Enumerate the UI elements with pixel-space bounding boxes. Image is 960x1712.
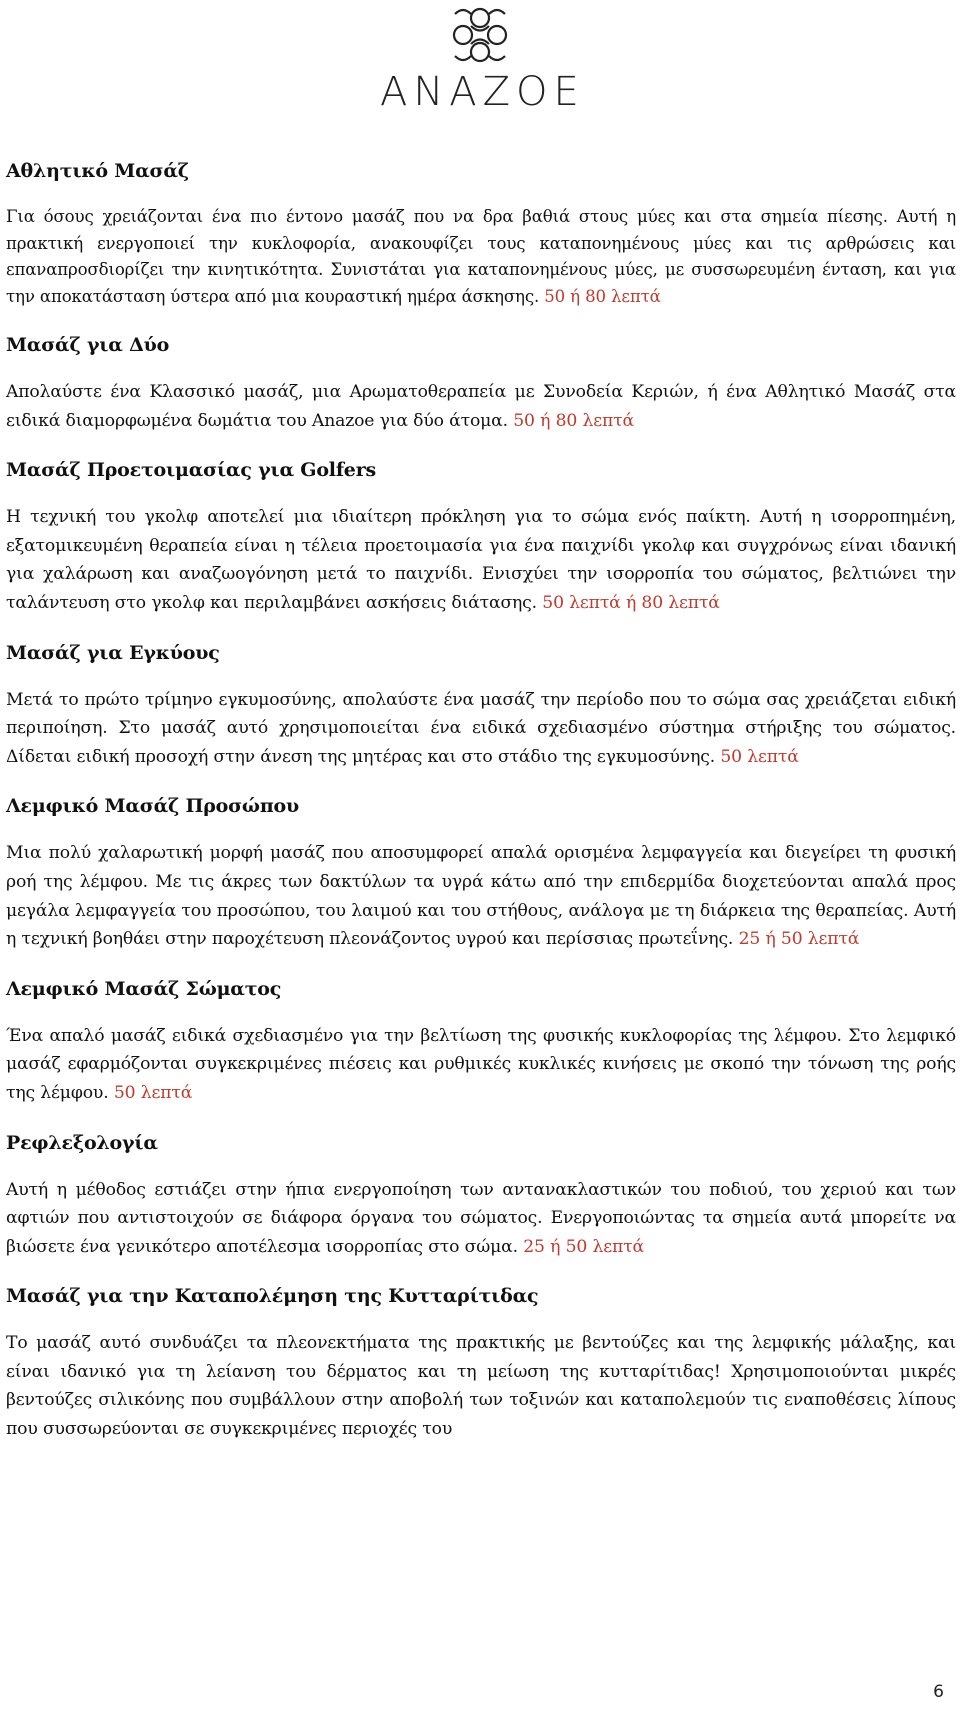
service-description bbox=[6, 839, 956, 953]
service-text: Μετά το πρώτο τρίμηνο εγκυμοσύνης, απολαύστε ένα μασάζ την περίοδο που το σώμα σας χρειάζεται ειδική περιποίηση. Στο μασάζ αυτό χρησιμοποιείται ένα ειδικά σχεδιασμένο σύστημα στήριξης του σώματος. Δίδεται ειδική προσοχή στην άνεση της μητέρας και στο στάδιο της εγκυμοσύνης. bbox=[6, 689, 956, 767]
service-description bbox=[6, 1176, 956, 1262]
service-text: Αυτή η μέθοδος εστιάζει στην ήπια ενεργοποίηση των αντανακλαστικών του ποδιού, του χεριού και των αφτιών που αντιστοιχούν σε διάφορα όργανα του σώματος. Ενεργοποιώντας τα σημεία αυτά μπορείτε να βιώσετε ένα γενικότερο αποτέλεσμα ισορροπίας στο σώμα. bbox=[6, 1179, 956, 1257]
service-duration: 50 λεπτά ή 80 λεπτά bbox=[542, 592, 720, 613]
service-description bbox=[6, 378, 956, 435]
service-section bbox=[6, 457, 956, 617]
brand-name: ANAZOE bbox=[380, 69, 585, 115]
service-description bbox=[6, 204, 956, 310]
service-duration: 25 ή 50 λεπτά bbox=[523, 1236, 644, 1257]
service-duration: 25 ή 50 λεπτά bbox=[738, 929, 860, 950]
service-title: Μασάζ για Δύο bbox=[6, 334, 170, 356]
service-section bbox=[6, 640, 956, 772]
service-text: Για όσους χρειάζονται ένα πιο έντονο μασάζ που να δρα βαθιά στους μύες και στα σημεία πίεσης. Αυτή η πρακτική ενεργοποιεί την κυκλοφορία, ανακουφίζει τους καταπονημένους μύες και τις αρθρώσεις και επαναπροσδιορίζει την κινητικότητα. Συνιστάται για καταπονημένους μύες, με συσσωρευμένη ένταση, και για την αποκατάσταση ύστερα από μια κουραστική ημέρα άσκησης. bbox=[6, 207, 956, 306]
service-section bbox=[6, 976, 956, 1108]
service-text: Η τεχνική του γκολφ αποτελεί μια ιδιαίτερη πρόκληση για το σώμα ενός παίκτη. Αυτή η ισορροπημένη, εξατομικευμένη θεραπεία είναι η τέλεια προετοιμασία για ένα παιχνίδι γκολφ και συγχρόνως είναι ιδανική για χαλάρωση και αναζωογόνηση μετά το παιχνίδι. Ενισχύει την ισορροπία του σώματος, βελτιώνει την ταλάντευση στο γκολφ και περιλαμβάνει ασκήσεις διάτασης. bbox=[6, 507, 956, 613]
service-section bbox=[6, 793, 956, 953]
service-title: Μασάζ για Εγκύους bbox=[6, 641, 220, 664]
service-title: Μασάζ Προετοιμασίας για Golfers bbox=[6, 459, 376, 482]
service-duration: 50 λεπτά bbox=[113, 1082, 193, 1103]
service-section bbox=[6, 1283, 956, 1443]
service-text: Μια πολύ χαλαρωτική μορφή μασάζ που αποσυμφορεί απαλά ορισμένα λεμφαγγεία και διεγείρει τη φυσική ροή της λέμφου. Με τις άκρες των δακτύλων τα υγρά κάτω από την επιδερμίδα διοχετεύονται απαλά προς μεγάλα λεμφαγγεία του προσώπου, του λαιμού και του στήθους, ανάλογα με τη διάρκεια της θεραπείας. Αυτή η τεχνική βοηθάει στην παροχέτευση πλεονάζοντος υγρού και περίσσιας πρωτεΐνης. bbox=[6, 843, 956, 950]
service-duration: 50 λεπτά bbox=[720, 746, 799, 767]
service-title: Μασάζ για την Καταπολέμηση της Κυτταρίτιδας bbox=[6, 1285, 539, 1308]
service-section bbox=[6, 1130, 956, 1262]
service-text: Απολαύστε ένα Κλασσικό μασάζ, μια Αρωματοθεραπεία με Συνοδεία Κεριών, ή ένα Αθλητικό Μασάζ στα ειδικά διαμορφωμένα δωμάτια του Anazoe για δύο άτομα. bbox=[6, 382, 956, 431]
service-title: Λεμφικό Μασάζ Προσώπου bbox=[6, 795, 299, 818]
service-title: Λεμφικό Μασάζ Σώματος bbox=[6, 977, 282, 1000]
service-title: Αθλητικό Μασάζ bbox=[6, 160, 189, 182]
service-text: Το μασάζ αυτό συνδυάζει τα πλεονεκτήματα της πρακτικής με βεντούζες και της λεμφικής μάλαξης, και είναι ιδανικό για τη λείανση του δέρματος και τη μείωση της κυτταρίτιδας! Χρησιμοποιούνται μικρές βεντούζες σιλικόνης που συμβάλλουν στην αποβολή των τοξινών και καταπολεμούν τις εναποθέσεις λίπους που συσσωρεύονται σε συγκεκριμένες περιοχές του bbox=[6, 1333, 956, 1440]
page-number: 6 bbox=[933, 1682, 944, 1702]
service-title: Ρεφλεξολογία bbox=[6, 1131, 158, 1154]
service-description bbox=[6, 503, 956, 617]
service-duration: 50 ή 80 λεπτά bbox=[513, 410, 634, 431]
brand-logo bbox=[380, 2, 585, 120]
service-duration: 50 ή 80 λεπτά bbox=[544, 286, 661, 306]
service-description bbox=[6, 686, 956, 772]
service-description bbox=[6, 1329, 956, 1443]
service-description bbox=[6, 1022, 956, 1108]
service-text: Ένα απαλό μασάζ ειδικά σχεδιασμένο για την βελτίωση της φυσικής κυκλοφορίας της λέμφου. Στο λεμφικό μασάζ εφαρμόζονται συγκεκριμένες πιέσεις και ρυθμικές κυκλικές κινήσεις με σκοπό την τόνωση της ροής της λέμφου. bbox=[6, 1025, 956, 1103]
service-section bbox=[6, 158, 956, 310]
service-section bbox=[6, 332, 956, 435]
services-list bbox=[6, 158, 956, 1466]
ornamental-knot-icon bbox=[449, 2, 511, 68]
